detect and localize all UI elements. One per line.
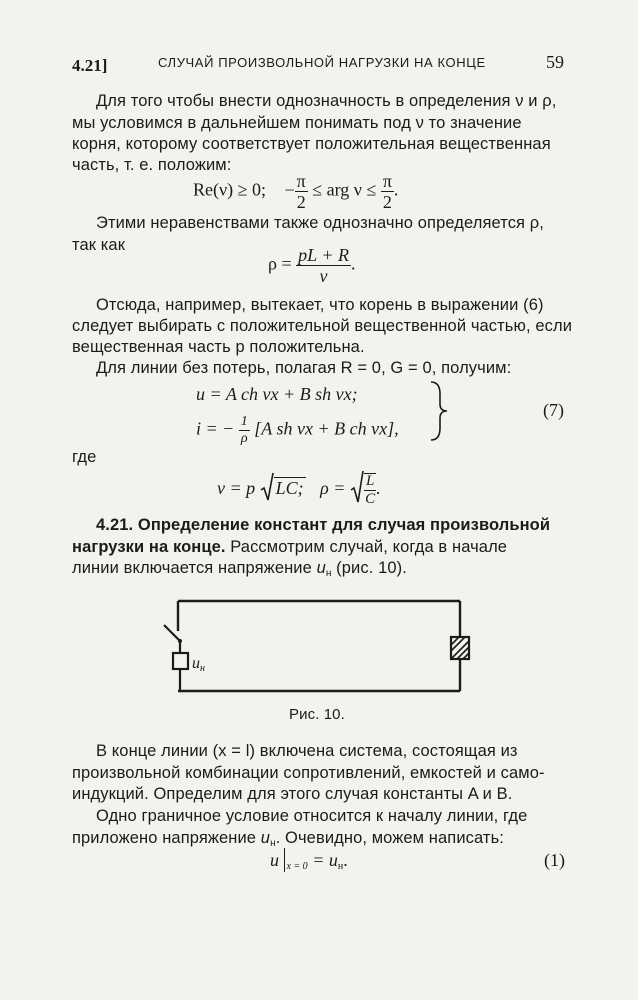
section-text: Рассмотрим случай, когда в начале — [225, 538, 508, 556]
section-line-2 — [72, 538, 507, 557]
running-title: СЛУЧАЙ ПРОИЗВОЛЬНОЙ НАГРУЗКИ НА КОНЦЕ — [158, 55, 486, 70]
figure-u-label — [192, 655, 205, 674]
section-line-3-end: (рис. 10). — [331, 559, 407, 577]
equation-nu-rho — [217, 470, 381, 507]
equation-rho — [268, 246, 355, 285]
p6-u: u — [260, 829, 271, 847]
eq-dot: . — [393, 179, 399, 200]
p2-line-1: Этими неравенствами также однозначно определяется ρ, — [96, 214, 544, 232]
nu-rho-dot: . — [376, 478, 381, 498]
section-reference: 4.21] — [72, 56, 108, 75]
p6-line-2 — [72, 829, 504, 849]
eq1-u: u — [270, 850, 279, 870]
figure-caption: Рис. 10. — [289, 706, 345, 723]
rho-denominator: ν — [319, 266, 328, 286]
eq7-line-2 — [196, 415, 399, 446]
p3-line-3: вещественная часть p положительна. — [72, 338, 365, 356]
nu-eq: ν = p — [217, 478, 256, 498]
section-u-sub: н — [325, 568, 332, 579]
p1-line-4: часть, т. е. положим: — [72, 156, 232, 174]
eq7-label: (7) — [543, 400, 564, 420]
p5-line-3: индукций. Определим для этого случая константы A и B. — [72, 785, 513, 803]
p1-line-1: Для того чтобы внести однозначность в определения ν и ρ, — [96, 92, 557, 110]
eq1-rhs-sub: н — [337, 861, 344, 872]
eq-re: Re(ν) ≥ 0; — [193, 179, 267, 200]
root-num: L — [365, 472, 375, 489]
eq-minus: − — [284, 179, 295, 200]
rho-dot: . — [350, 253, 356, 274]
eq7-i: i = − — [196, 418, 235, 439]
circuit-diagram — [160, 595, 480, 695]
root-den: C — [365, 490, 376, 507]
rho2-eq: ρ = — [320, 478, 346, 498]
p6-u-sub: н — [270, 838, 276, 849]
section-title-line-2: нагрузки на конце. — [72, 538, 226, 556]
fig-u-sub: н — [200, 663, 205, 674]
p5-line-2: произвольной комбинации сопротивлений, емкостей и само- — [72, 764, 545, 782]
eq-arg: ≤ arg ν ≤ — [312, 179, 377, 200]
p6-line-1: Одно граничное условие относится к началу линии, где — [96, 807, 528, 825]
eq-pi-2: π — [382, 171, 392, 191]
equation-re-arg — [193, 172, 398, 211]
eq1-rhs: = u — [312, 850, 338, 870]
fig-u: u — [192, 655, 200, 672]
where-label: где — [72, 448, 97, 466]
eq-two-1: 2 — [296, 192, 306, 212]
eq1-dot: . — [343, 850, 348, 870]
p3-line-2: следует выбирать с положительной вещественной частью, если — [72, 317, 573, 335]
rho-numerator: pL + R — [298, 245, 349, 265]
eq1-sub: x = 0 — [286, 861, 308, 872]
nu-root: LC; — [275, 478, 304, 498]
p5-line-1: В конце линии (x = l) включена система, состоящая из — [96, 742, 518, 760]
page-number: 59 — [546, 52, 564, 72]
eq7-line-1: u = A ch νx + B sh νx; — [196, 384, 358, 404]
section-line-3-text: линии включается напряжение — [72, 559, 312, 577]
eq7-frac-den: ρ — [240, 431, 248, 446]
p6-line-2-end: . Очевидно, можем написать: — [275, 829, 504, 847]
eq-two-2: 2 — [382, 192, 392, 212]
p2-line-2: так как — [72, 236, 126, 254]
p1-line-3: корня, которому соответствует положительная вещественная — [72, 135, 551, 153]
eq7-bracket: [A sh νx + B ch νx], — [254, 418, 399, 439]
p3-line-1: Отсюда, например, вытекает, что корень в выражении (6) — [96, 296, 544, 314]
section-line-3 — [72, 559, 407, 579]
p4-line: Для линии без потерь, полагая R = 0, G = 0, получим: — [96, 359, 512, 377]
sqrt-sign-1 — [260, 472, 274, 502]
p6-line-2-text: приложено напряжение — [72, 829, 257, 847]
right-brace — [428, 380, 450, 442]
sqrt-sign-2 — [350, 470, 364, 504]
equation-1 — [270, 848, 348, 872]
section-title-line-1: 4.21. Определение констант для случая произвольной — [96, 516, 551, 534]
eq-pi-1: π — [296, 171, 306, 191]
p1-line-2: мы условимся в дальнейшем понимать под ν то значение — [72, 114, 522, 132]
eq1-label: (1) — [544, 850, 565, 870]
rho-eq: ρ = — [268, 253, 292, 274]
section-u: u — [316, 559, 326, 577]
eq7-frac-num: 1 — [240, 414, 248, 429]
